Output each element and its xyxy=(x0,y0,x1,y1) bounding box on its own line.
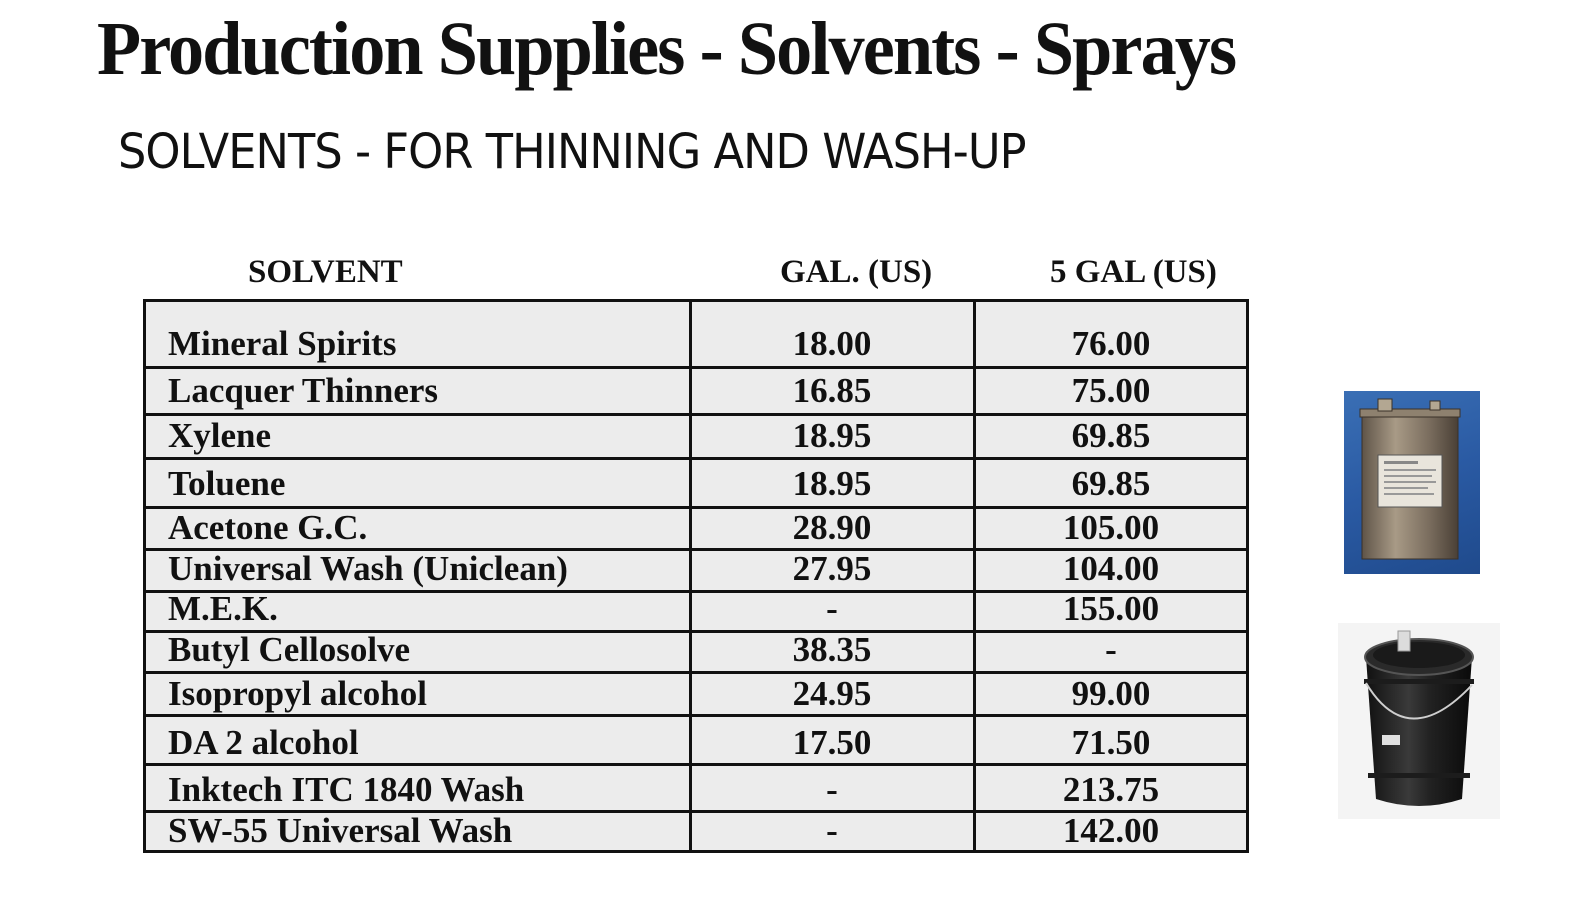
section-subtitle: SOLVENTS - FOR THINNING AND WASH-UP xyxy=(118,124,1026,180)
column-header-solvent: SOLVENT xyxy=(248,254,403,290)
solvent-name: Isopropyl alcohol xyxy=(168,674,427,713)
5gal-price: 142.00 xyxy=(1062,811,1160,850)
table-row xyxy=(146,763,1246,812)
column-divider xyxy=(689,302,692,850)
5gal-price: 76.00 xyxy=(1071,324,1151,363)
5gal-price: 99.00 xyxy=(1071,674,1151,713)
gal-price: 27.95 xyxy=(792,549,872,588)
table-row xyxy=(146,590,1246,631)
table-row xyxy=(146,457,1246,506)
solvent-name: Mineral Spirits xyxy=(168,324,397,363)
gal-price: 28.90 xyxy=(792,508,872,547)
gal-price: - xyxy=(826,811,838,850)
five-gallon-pail-image xyxy=(1338,623,1500,819)
5gal-price: 105.00 xyxy=(1062,508,1160,547)
5gal-price: - xyxy=(1105,630,1117,669)
column-header-gal: GAL. (US) xyxy=(780,254,933,290)
column-divider xyxy=(973,302,976,850)
solvent-name: Butyl Cellosolve xyxy=(168,630,411,669)
page-title: Production Supplies - Solvents - Sprays xyxy=(97,7,1236,91)
table-row xyxy=(146,714,1246,765)
table-row xyxy=(146,671,1246,716)
table-row xyxy=(146,506,1246,550)
5gal-price: 69.85 xyxy=(1071,464,1151,503)
solvent-name: M.E.K. xyxy=(168,589,278,628)
5gal-price: 104.00 xyxy=(1062,549,1160,588)
solvent-name: SW-55 Universal Wash xyxy=(168,811,513,850)
5gal-price: 213.75 xyxy=(1062,770,1160,809)
solvent-name: Lacquer Thinners xyxy=(168,371,439,410)
table-row xyxy=(146,413,1246,458)
table-row xyxy=(146,548,1246,591)
gal-price: 24.95 xyxy=(792,674,872,713)
gal-price: - xyxy=(826,770,838,809)
solvent-name: Acetone G.C. xyxy=(168,508,368,547)
solvent-name: Inktech ITC 1840 Wash xyxy=(168,770,525,809)
gal-price: 16.85 xyxy=(792,371,872,410)
gal-price: 18.00 xyxy=(792,324,872,363)
5gal-price: 155.00 xyxy=(1062,589,1160,628)
column-header-5gal: 5 GAL (US) xyxy=(1050,254,1217,290)
gal-price: 18.95 xyxy=(792,464,872,503)
solvent-name: Universal Wash (Uniclean) xyxy=(168,549,568,588)
gallon-can-image xyxy=(1344,391,1480,574)
table-row xyxy=(146,630,1246,672)
solvent-name: DA 2 alcohol xyxy=(168,723,359,762)
table-row xyxy=(146,302,1246,366)
solvent-name: Xylene xyxy=(168,416,272,455)
5gal-price: 75.00 xyxy=(1071,371,1151,410)
gal-price: 18.95 xyxy=(792,416,872,455)
solvent-name: Toluene xyxy=(168,464,286,503)
table-row xyxy=(146,810,1246,853)
5gal-price: 69.85 xyxy=(1071,416,1151,455)
gal-price: - xyxy=(826,589,838,628)
5gal-price: 71.50 xyxy=(1071,723,1151,762)
gallon-can-icon xyxy=(1344,391,1480,574)
gal-price: 17.50 xyxy=(792,723,872,762)
pail-icon xyxy=(1338,623,1500,819)
price-table xyxy=(143,299,1249,853)
gal-price: 38.35 xyxy=(792,630,872,669)
table-row xyxy=(146,366,1246,413)
